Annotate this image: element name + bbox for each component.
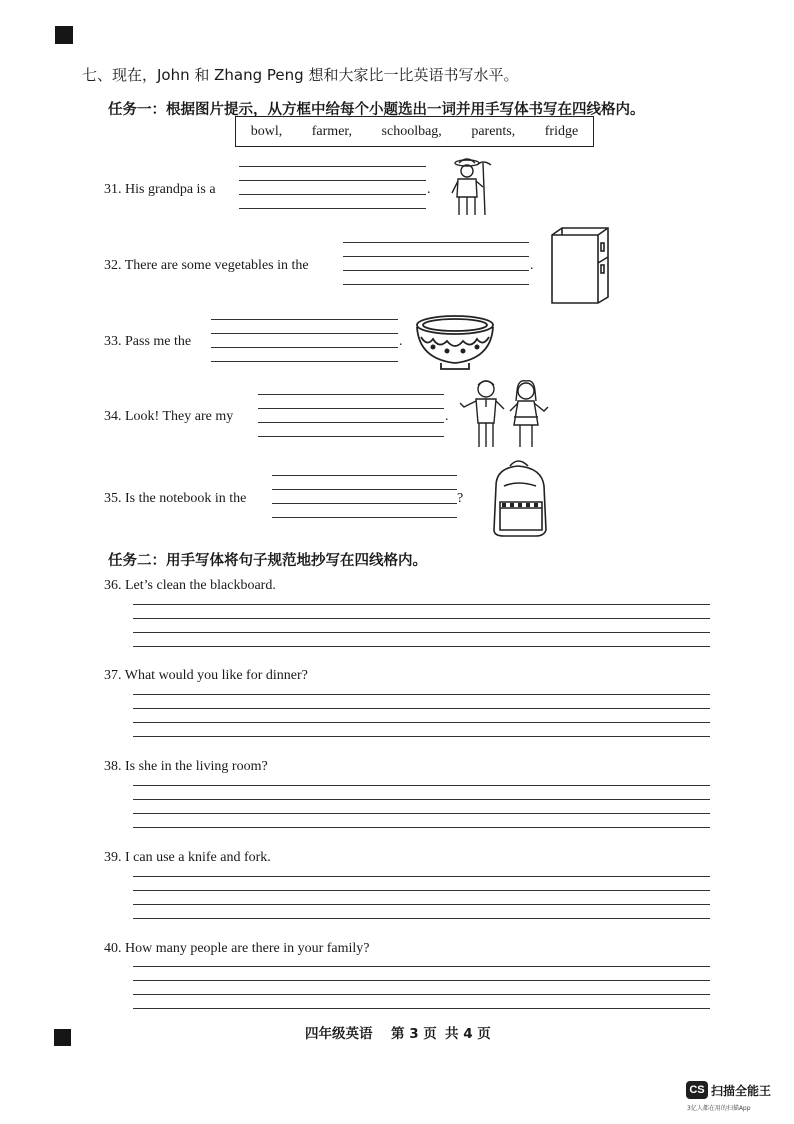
question-33: 33. Pass me the bbox=[104, 334, 192, 349]
camscanner-logo-icon: CS bbox=[686, 1081, 708, 1099]
fridge-icon bbox=[548, 225, 612, 305]
word-farmer: farmer, bbox=[311, 123, 353, 139]
writing-lines-37[interactable] bbox=[133, 694, 710, 738]
task1-title: 任务一：根据图片提示，从方框中给每个小题选出一词并用手写体书写在四线格内。 bbox=[108, 102, 645, 118]
section-title: 七、现在，John 和 Zhang Peng 想和大家比一比英语书写水平。 bbox=[82, 66, 519, 84]
writing-lines-34[interactable] bbox=[258, 394, 444, 438]
writing-lines-40[interactable] bbox=[133, 966, 710, 1010]
word-box bbox=[235, 116, 594, 147]
question-37: 37. What would you like for dinner? bbox=[104, 668, 308, 683]
question-32-end: . bbox=[530, 258, 534, 273]
parents-icon bbox=[454, 377, 554, 451]
question-40: 40. How many people are there in your family? bbox=[104, 941, 370, 956]
word-parents: parents, bbox=[471, 123, 516, 139]
word-schoolbag: schoolbag, bbox=[381, 123, 442, 139]
question-35: 35. Is the notebook in the bbox=[104, 491, 247, 506]
question-33-end: . bbox=[399, 334, 403, 349]
writing-lines-31[interactable] bbox=[239, 166, 426, 210]
writing-lines-35[interactable] bbox=[272, 475, 457, 519]
schoolbag-icon bbox=[484, 456, 556, 540]
question-34-end: . bbox=[445, 409, 449, 424]
farmer-icon bbox=[447, 157, 505, 219]
camscanner-tagline: 3亿人都在用的扫描App bbox=[687, 1105, 751, 1112]
writing-lines-33[interactable] bbox=[211, 319, 398, 363]
question-32: 32. There are some vegetables in the bbox=[104, 258, 309, 273]
question-38: 38. Is she in the living room? bbox=[104, 759, 268, 774]
word-fridge: fridge bbox=[544, 123, 579, 139]
question-35-end: ? bbox=[457, 491, 464, 506]
word-bowl: bowl, bbox=[250, 123, 283, 139]
writing-lines-36[interactable] bbox=[133, 604, 710, 648]
writing-lines-39[interactable] bbox=[133, 876, 710, 920]
writing-lines-38[interactable] bbox=[133, 785, 710, 829]
footer-page: 第 3 页 bbox=[391, 1026, 437, 1042]
camscanner-name: 扫描全能王 bbox=[711, 1084, 772, 1098]
bowl-icon bbox=[413, 313, 497, 373]
question-31-end: . bbox=[427, 182, 431, 197]
question-39: 39. I can use a knife and fork. bbox=[104, 850, 271, 865]
corner-mark-bottom bbox=[54, 1029, 71, 1046]
question-36: 36. Let’s clean the blackboard. bbox=[104, 578, 276, 593]
question-31: 31. His grandpa is a bbox=[104, 182, 216, 197]
writing-lines-32[interactable] bbox=[343, 242, 529, 286]
question-34: 34. Look! They are my bbox=[104, 409, 234, 424]
footer-total: 共 4 页 bbox=[445, 1026, 491, 1042]
corner-mark-top bbox=[55, 26, 73, 44]
task2-title: 任务二：用手写体将句子规范地抄写在四线格内。 bbox=[108, 553, 427, 569]
footer-subject: 四年级英语 bbox=[305, 1026, 373, 1042]
